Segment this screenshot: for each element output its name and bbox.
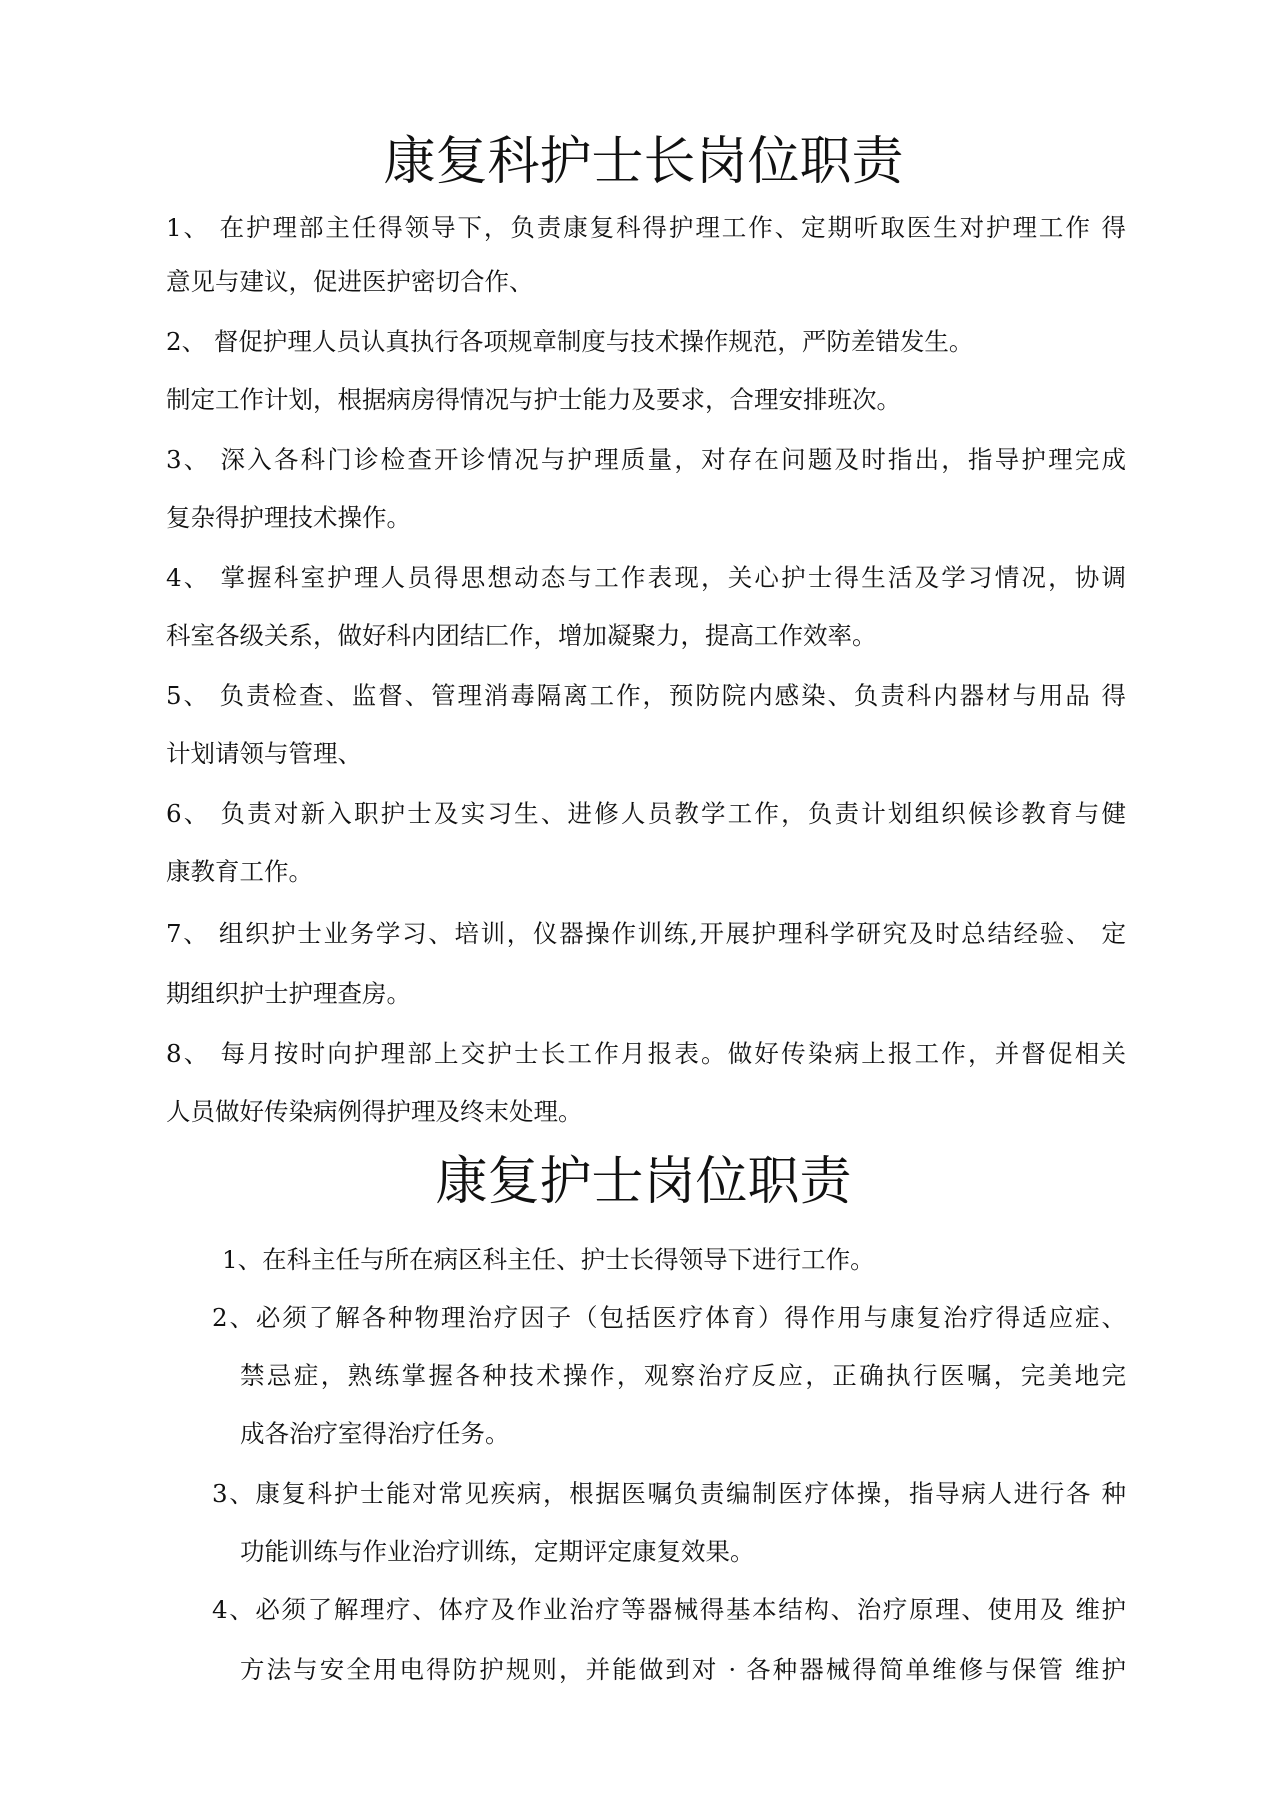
text-line: 2、必须了解各种物理治疗因子（包括医疗体育）得作用与康复治疗得适应症、 [212,1303,1126,1332]
text-line: 2、 督促护理人员认真执行各项规章制度与技术操作规范，严防差错发生。 [166,327,974,356]
text-line: 禁忌症，熟练掌握各种技术操作，观察治疗反应，正确执行医嘱，完美地完 [240,1361,1126,1390]
text-line: 人员做好传染病例得护理及终末处理。 [166,1097,583,1126]
text-line: 功能训练与作业治疗训练，定期评定康复效果。 [240,1537,755,1566]
text-line: 4、 掌握科室护理人员得思想动态与工作表现，关心护士得生活及学习情况，协调 [166,563,1126,592]
text-line: 成各治疗室得治疗任务。 [240,1419,510,1448]
text-line: 方法与安全用电得防护规则，并能做到对 · 各种器械得简单维修与保管 维护 [240,1655,1126,1684]
text-line: 复杂得护理技术操作。 [166,503,411,532]
section-title-rehab-nurse: 康复护士岗位职责 [435,1152,852,1212]
text-line: 4、必须了解理疗、体疗及作业治疗等器械得基本结构、治疗原理、使用及 维护 [212,1595,1126,1624]
text-line: 6、 负责对新入职护士及实习生、进修人员教学工作，负责计划组织候诊教育与健 [166,799,1126,828]
text-line: 制定工作计划，根据病房得情况与护士能力及要求，合理安排班次。 [166,385,901,414]
text-line: 意见与建议，促进医护密切合作、 [166,267,534,296]
text-line: 3、康复科护士能对常见疾病，根据医嘱负责编制医疗体操，指导病人进行各 种 [212,1479,1126,1508]
text-line: 期组织护士护理查房。 [166,979,411,1008]
section-title-head-nurse: 康复科护士长岗位职责 [383,132,904,192]
text-line: 3、 深入各科门诊检查开诊情况与护理质量，对存在问题及时指出，指导护理完成 [166,445,1126,474]
text-line: 科室各级关系，做好科内团结匚作，增加凝聚力，提高工作效率。 [166,621,877,650]
text-line: 1、 在护理部主任得领导下，负责康复科得护理工作、定期听取医生对护理工作 得 [166,213,1126,242]
text-line: 7、 组织护士业务学习、培训，仪器操作训练,开展护理科学研究及时总结经验、 定 [166,919,1126,948]
text-line: 1、在科主任与所在病区科主任、护士长得领导下进行工作。 [222,1245,875,1274]
text-line: 8、 每月按时向护理部上交护士长工作月报表。做好传染病上报工作，并督促相关 [166,1039,1126,1068]
text-line: 计划请领与管理、 [166,739,362,768]
text-line: 5、 负责检查、监督、管理消毒隔离工作，预防院内感染、负责科内器材与用品 得 [166,681,1126,710]
text-line: 康教育工作。 [166,857,313,886]
